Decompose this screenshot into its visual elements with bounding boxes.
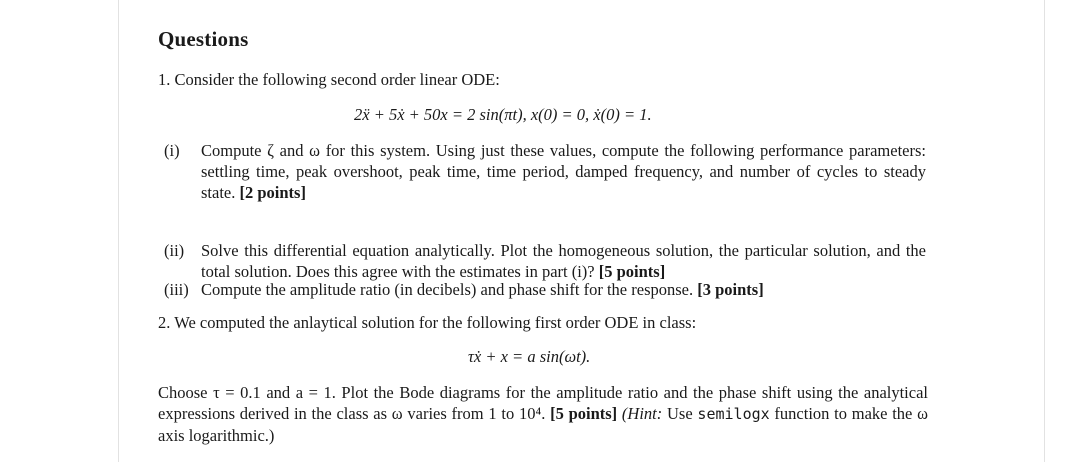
page-border-left	[118, 0, 119, 462]
question-1-part-ii	[164, 240, 926, 282]
question-2-intro: 2. We computed the anlaytical solution for the following first order ODE in class:	[158, 313, 697, 332]
questions-content	[158, 22, 928, 445]
part-text	[201, 279, 926, 300]
hint-rest: function to make the ω axis logarithmic.)	[158, 404, 928, 445]
part-i-text: Compute ζ and ω for this system. Using just these values, compute the following performance parameters: settling time, peak overshoot, peak time, time period, damped frequency, and number of cycles to steady state.	[201, 141, 926, 202]
question-2-equation: τẋ + x = a sin(ωt).	[468, 347, 591, 366]
section-title: Questions	[158, 27, 249, 51]
question-2-text: Choose τ = 0.1 and a = 1. Plot the Bode diagrams for the amplitude ratio and the phase shift using the analytical expressions derived in the class as ω varies from 1 to 10⁴.	[158, 383, 928, 423]
part-iii-points: [3 points]	[697, 280, 764, 299]
hint-label: (Hint:	[621, 404, 663, 423]
question-2-body	[158, 382, 928, 446]
question-2-points: [5 points]	[550, 404, 618, 423]
question-1-part-i	[164, 140, 926, 203]
hint-use: Use	[667, 404, 693, 423]
part-ii-points: [5 points]	[598, 262, 666, 281]
part-number: (iii)	[164, 280, 189, 299]
part-i-points: [2 points]	[239, 183, 306, 202]
question-1-part-iii	[164, 279, 926, 300]
part-ii-text: Solve this differential equation analytically. Plot the homogeneous solution, the particular solution, and the total solution. Does this agree with the estimates in part (i)?	[201, 241, 926, 281]
hint-code: semilogx	[697, 405, 770, 423]
page-border-right	[1044, 0, 1045, 462]
question-1-intro: 1. Consider the following second order linear ODE:	[158, 70, 500, 89]
question-1-equation: 2ẍ + 5ẋ + 50x = 2 sin(πt), x(0) = 0, ẋ(0) = 1.	[354, 105, 652, 124]
part-text	[201, 240, 926, 282]
part-text	[201, 140, 926, 203]
part-iii-text: Compute the amplitude ratio (in decibels) and phase shift for the response.	[201, 280, 694, 299]
part-number: (ii)	[164, 241, 185, 260]
part-number: (i)	[164, 141, 180, 160]
